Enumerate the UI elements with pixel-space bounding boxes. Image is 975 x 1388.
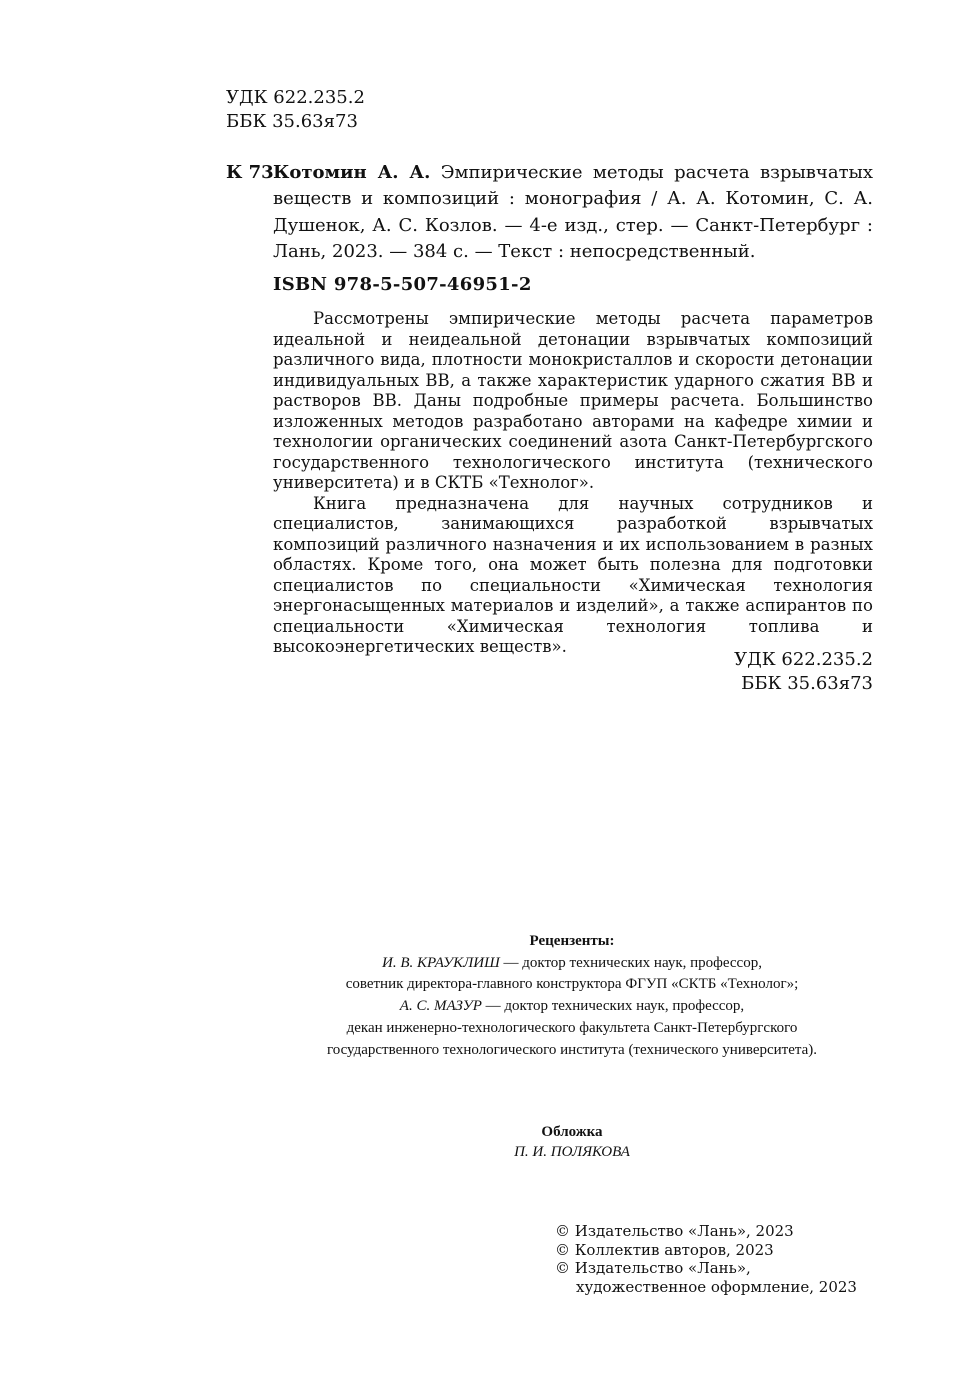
bibliographic-record — [273, 160, 873, 265]
copyright-line: © Издательство «Лань», — [555, 1259, 751, 1277]
author-sign: К 73 — [226, 162, 274, 183]
copyright-block — [555, 1222, 875, 1296]
copyright-line: © Издательство «Лань», 2023 — [555, 1222, 794, 1240]
classification-bottom — [600, 648, 873, 696]
reviewer-degree: — доктор технических наук, профессор, — [481, 998, 745, 1015]
cover-designer: П. И. ПОЛЯКОВА — [514, 1144, 630, 1160]
copyright-line: © Коллектив авторов, 2023 — [555, 1240, 774, 1259]
abstract — [273, 309, 873, 658]
reviewers — [272, 931, 872, 1061]
classification-top — [226, 86, 365, 134]
abstract-paragraph: Книга предназначена для научных сотрудников и специалистов, занимающихся разработкой взрывчатых композиций различного назначения и их использованием в разных областях. Кроме того, она может быть полезна для подготовки специалистов по специальности «Химическая технология энергонасыщенных материалов и изделий», а также аспирантов по специальности «Химическая технология топлива и высокоэнергетических веществ». — [273, 493, 873, 656]
reviewers-title: Рецензенты: — [529, 933, 615, 949]
reviewer-position: декан инженерно-технологического факультета Санкт-Петербургского — [346, 1019, 798, 1036]
reviewer-degree: — доктор технических наук, профессор, — [499, 954, 762, 971]
cover-title: Обложка — [541, 1124, 603, 1140]
copyright-line: художественное оформление, 2023 — [576, 1277, 857, 1296]
bibliographic-description: Эмпирические методы расчета взрывчатых веществ и композиций : монография / А. А. Котомин, С. А. Душенок, А. С. Козлов. — 4-е изд., стер. — Санкт-Петербург : Лань, 2023. — 384 с. — Текст : непосредственный. — [273, 162, 873, 262]
author-name: Котомин А. А. — [273, 162, 431, 183]
reviewer-position: государственного технологического института (технического университета). — [326, 1041, 818, 1058]
reviewer-2 — [272, 996, 872, 1018]
abstract-paragraph: Рассмотрены эмпирические методы расчета параметров идеальной и неидеальной детонации взрывчатых композиций различного вида, плотности монокристаллов и скорости детонации индивидуальных ВВ, а также характеристик ударного сжатия ВВ и растворов ВВ. Даны подробные примеры расчета. Большинство изложенных методов разработано авторами на кафедре химии и технологии органических соединений азота Санкт-Петербургского государственного технологического института (технического университета) и в СКТБ «Технолог». — [273, 309, 873, 492]
bbk-code: ББК 35.63я73 — [741, 673, 873, 694]
isbn: ISBN 978-5-507-46951-2 — [273, 274, 532, 295]
reviewer-name: И. В. КРАУКЛИШ — [382, 954, 500, 971]
reviewer-position: советник директора-главного конструктора ФГУП «СКТБ «Технолог»; — [345, 976, 799, 993]
reviewer-1 — [272, 953, 872, 975]
udk-code: УДК 622.235.2 — [226, 87, 365, 108]
cover-credit — [272, 1122, 872, 1162]
reviewer-name: А. С. МАЗУР — [399, 998, 482, 1015]
bbk-code: ББК 35.63я73 — [226, 111, 358, 132]
udk-code: УДК 622.235.2 — [734, 649, 873, 670]
